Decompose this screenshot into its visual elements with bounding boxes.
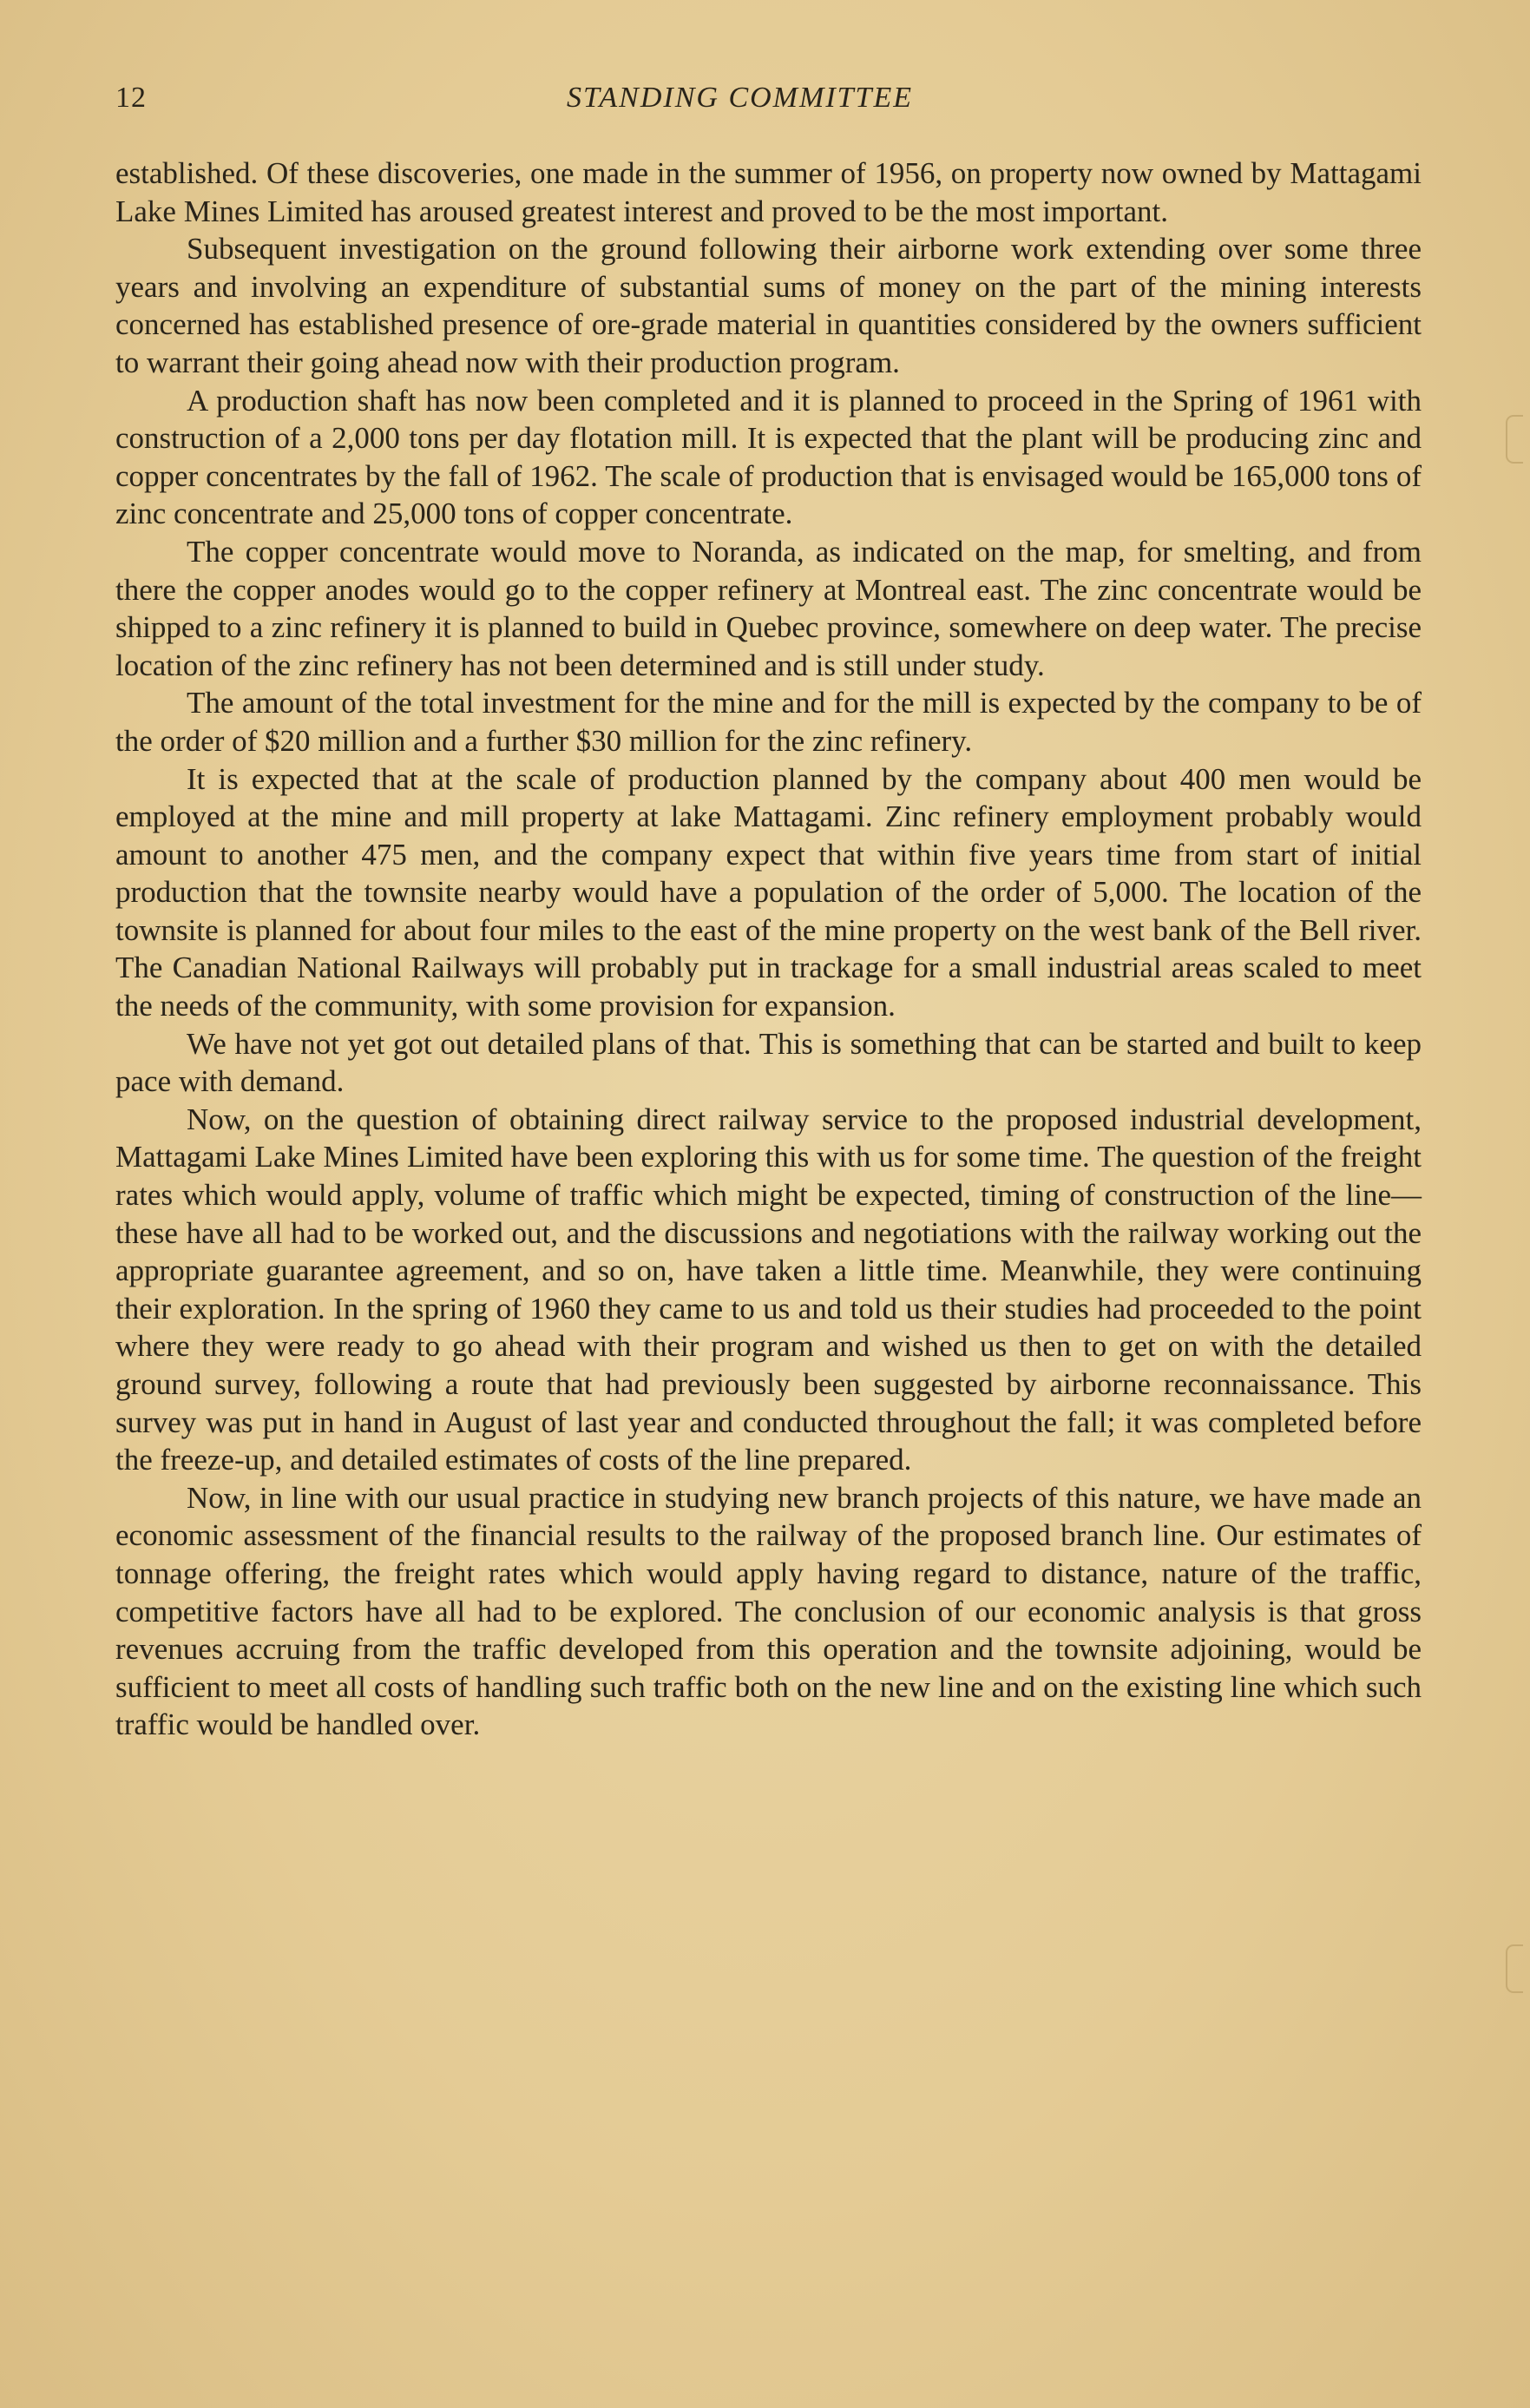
paragraph: established. Of these discoveries, one made in the summer of 1956, on property now owned by Mattagami Lake Mines Limited has aroused greatest interest and proved to be the most important.: [115, 156, 1422, 228]
body-text: [115, 155, 1422, 1744]
paragraph: We have not yet got out detailed plans of that. This is something that can be started and built to keep pace with demand.: [115, 1026, 1422, 1099]
paragraph: The amount of the total investment for the mine and for the mill is expected by the company to be of the order of $20 million and a further $30 million for the zinc refinery.: [115, 686, 1422, 758]
paragraph: It is expected that at the scale of production planned by the company about 400 men would be employed at the mine and mill property at lake Mattagami. Zinc refinery employment probably would amount to another 475 men, and the company expect that within five years time from start of initial production that the townsite nearby would have a population of the order of 5,000. The location of the townsite is planned for about four miles to the east of the mine property on the west bank of the Bell river. The Canadian National Railways will probably put in trackage for a small industrial areas scaled to meet the needs of the community, with some provision for expansion.: [115, 761, 1422, 1023]
paragraph: Subsequent investigation on the ground following their airborne work extending over some three years and involving an expenditure of substantial sums of money on the part of the mining interests concerned has established presence of ore-grade material in quantities considered by the owners sufficient to warrant their going ahead now with their production program.: [115, 232, 1422, 379]
paragraph: A production shaft has now been completed and it is planned to proceed in the Spring of 1961 with construction of a 2,000 tons per day flotation mill. It is expected that the plant will be producing zinc and copper concentrates by the fall of 1962. The scale of production that is envisaged would be 165,000 tons of zinc concentrate and 25,000 tons of copper concentrate.: [115, 383, 1422, 531]
running-header: [115, 82, 1417, 125]
paragraph: Now, in line with our usual practice in studying new branch projects of this nature, we have made an economic assessment of the financial results to the railway of the proposed branch line. Our estimates of tonnage offering, the freight rates which would apply having regard to distance, nature of the traffic, competitive factors have all had to be explored. The conclusion of our economic analysis is that gross revenues accruing from the traffic developed from this operation and the townsite adjoining, would be sufficient to meet all costs of handling such traffic both on the new line and on the existing line which such traffic would be handled over.: [115, 1480, 1422, 1742]
binding-hole-mark: [1506, 415, 1523, 464]
paragraph: Now, on the question of obtaining direct railway service to the proposed industrial development, Mattagami Lake Mines Limited have been exploring this with us for some time. The question of the freight rates which would apply, volume of traffic which might be expected, timing of construction of the line—these have all had to be worked out, and the discussions and negotiations with the railway working out the appropriate guarantee agreement, and so on, have taken a little time. Meanwhile, they were continuing their exploration. In the spring of 1960 they came to us and told us their studies had proceeded to the point where they were ready to go ahead with their program and wished us then to get on with the detailed ground survey, following a route that had previously been suggested by airborne reconnaissance. This survey was put in hand in August of last year and conducted throughout the fall; it was completed before the freeze-up, and detailed estimates of costs of the line prepared.: [115, 1102, 1422, 1477]
page-number: 12: [115, 82, 147, 114]
binding-hole-mark: [1506, 1944, 1523, 1993]
running-title: STANDING COMMITTEE: [567, 82, 913, 114]
paragraph: The copper concentrate would move to Noranda, as indicated on the map, for smelting, and from there the copper anodes would go to the copper refinery at Montreal east. The zinc concentrate would be shipped to a zinc refinery it is planned to build in Quebec province, somewhere on deep water. The precise location of the zinc refinery has not been determined and is still under study.: [115, 534, 1422, 682]
